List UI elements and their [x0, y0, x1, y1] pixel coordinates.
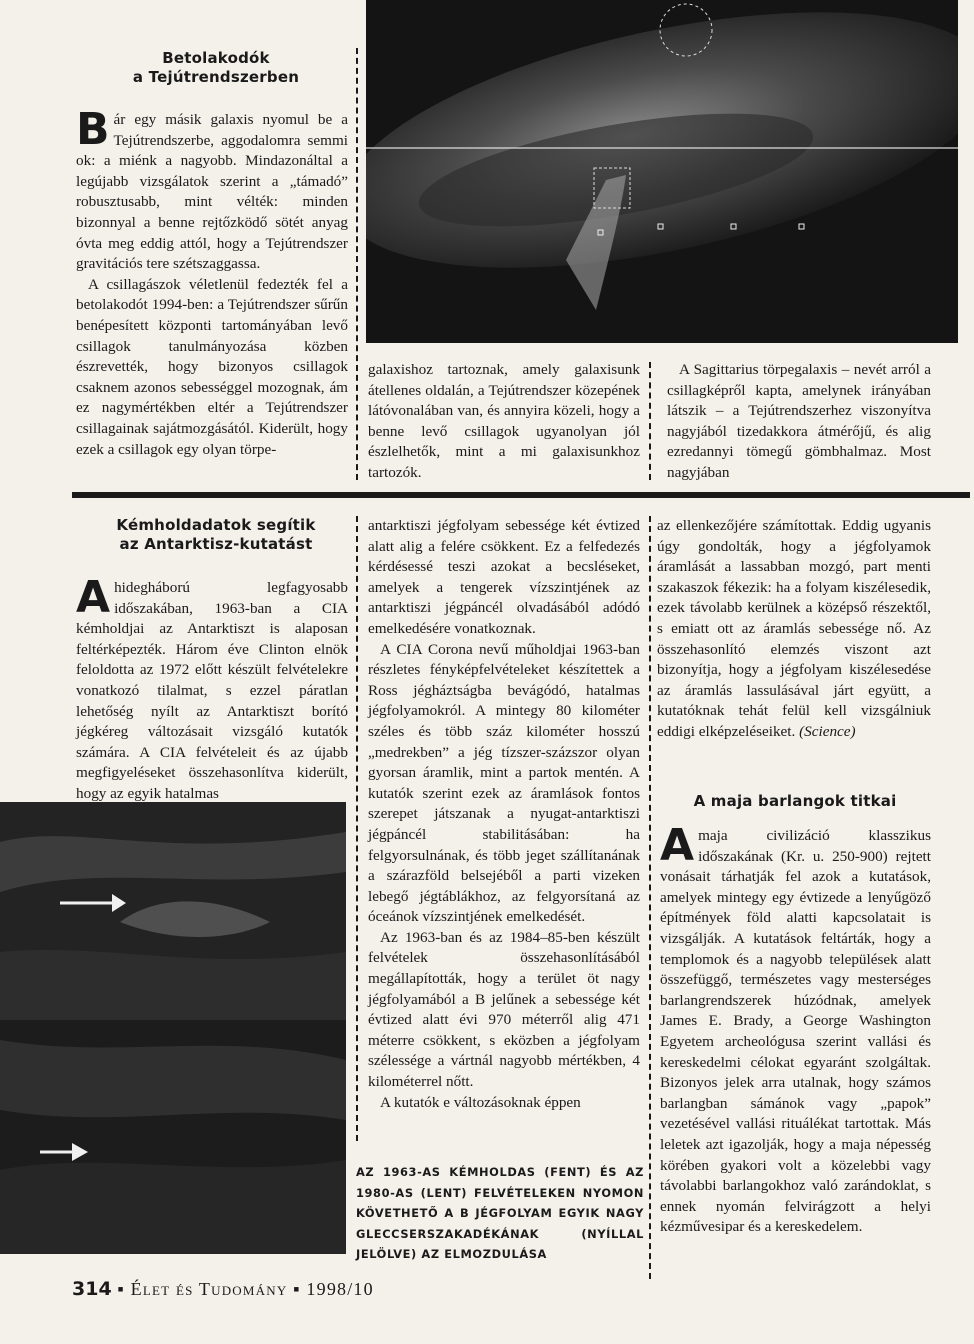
page-number: 314: [72, 1278, 112, 1300]
galaxy-photo-graphic: [366, 0, 958, 343]
article2-column1: [76, 572, 348, 805]
column-divider: [356, 48, 358, 480]
article2-column3: [657, 516, 931, 743]
article2-column2: [368, 516, 640, 1113]
article1-title: Betolakodók a Tejútrendszerben: [132, 49, 300, 86]
section-rule: [72, 492, 970, 498]
article2-paragraph: Az 1963-ban és az 1984–85-ben készült felvételek összehasonlításából megállapították, hogy a terület öt nagy jégfolyamából a B jelűnek a sebessége két évtized alatt évi 970 méterről alig 471 méterre csökkent, s eközben a jégfolyam szélessége a vártnál nagyobb mértékben, 4 kilométerrel nőtt.: [368, 928, 640, 1091]
article1-column1: [76, 104, 348, 460]
article2-paragraph: A CIA Corona nevű műholdjai 1963-ban részletes fényképfelvételeket készítettek a Ross jégháztságba bevágódó, hatalmas jégfolyamokról. A mintegy 80 kilométer széles és több száz kilométer hosszú „medrekben” a jég tízszer-százszor olyan gyorsan áramlik, mint a partok mentén. A kutatók szerint ezek az áramlások fontos szerepet játszanak a nyugat-antarktiszi jégpáncél stabilitásában: ha felgyorsulnának, és több jeget szállítanának a szárazföld belsejéből a parti vizeken lebegő jégtáblákhoz, az felgyorsítaná az óceánok vízszintjének emelkedését.: [368, 640, 640, 926]
galaxy-photo: [366, 0, 958, 343]
article2-title: Kémholdadatok segítik az Antarktisz-kutatást: [116, 516, 316, 553]
issue-number: 1998/10: [306, 1279, 374, 1299]
article2-paragraph: A kutatók e változásoknak éppen: [380, 1093, 581, 1111]
antarctica-photo-1963-graphic: [0, 802, 346, 1020]
dropcap: A: [660, 820, 695, 871]
antarctica-photo-1980-graphic: [0, 1020, 346, 1254]
footer-bullet: ▪: [117, 1279, 125, 1299]
article3-column: [660, 820, 931, 1238]
article1-paragraph: galaxishoz tartoznak, amely galaxisunk átellenes oldalán, a Tejútrendszer közepének látóvonalában van, és annyira közeli, hogy a benne levő csillagok ugyanolyan jól észlelhetők, mint a mi galaxisunkhoz tartozók.: [368, 361, 640, 481]
source-citation: (Science): [799, 722, 856, 740]
footer-bullet: ▪: [293, 1279, 301, 1299]
article2-paragraph: Ahidegháború legfagyosabb időszakában, 1963-ban a CIA kémholdjai az Antarktiszt is alaposan feltérképezték. Három éve Clinton elnök feloldotta az 1972 előtt készült felvételekre vonatkozó tilalmat, s ezzel páratlan lehetőség nyílt az Antarktiszt borító jégkéreg változásait vizsgáló kutatók számára. A CIA felvételeit és az újabb megfigyeléseket összehasonlítva kiderült, hogy az egyik hatalmas: [76, 572, 348, 802]
article1-paragraph: Bár egy másik galaxis nyomul be a Tejútrendszerbe, aggodalomra semmi ok: a miénk a nagyobb. Mindazonáltal a legújabb vizsgálatok szerint a „támadó” robusztusabb, mint vélték: minden bizonnyal a benne rejtőzködő sötét anyag óvta meg eddig attól, hogy a Tejútrendszer gravitációs tere szétszaggassa.: [76, 104, 348, 273]
dropcap: B: [76, 104, 110, 155]
article1-paragraph: A Sagittarius törpegalaxis – nevét arról a csillagképről kapta, amelynek irányában látszik – a Tejútrendszerhez viszonyítva nagyjából tizedakkora átmérőjű, és alig ezredannyi tömegű gömbhalmaz. Most nagyjában: [667, 361, 931, 481]
antarctica-photo-1963: [0, 802, 346, 1020]
article1-paragraph: A csillagászok véletlenül fedezték fel a betolakodót 1994-ben: a Tejútrendszer sűrűn benépesített központi tartományában levő csillagok tanulmányozása közben észrevették, hogy bizonyos csillagok csaknem azonos sebességgel mozognak, ám ez nagymértékben eltér a Tejútrendszer csillagainak sajátmozgásától. Kiderült, hogy ezek a csillagok egy olyan törpe-: [76, 275, 348, 458]
antarctica-photo-1980: [0, 1020, 346, 1254]
article1-column2: [368, 360, 640, 484]
article2-paragraph: az ellenkezőjére számítottak. Eddig ugyanis úgy gondolták, hogy a jégfolyamok áramlását a lassabban mozgó, part menti szakaszok fékezik: ha a folyam kiszélesedik, ezek távolabb kerülnek a középső részektől, s emiatt ott az áramlás sebessége nő. Az összehasonlító elemzés viszont azt bizonyítja, hogy a jégfolyam kiszélesedése az áramlás lassulásával járt együtt, a kutatóknak tehát felül kell vizsgálniuk eddigi elképzeléseiket. (Science): [657, 517, 931, 740]
article1-column3: [667, 360, 931, 484]
photo-caption: AZ 1963-AS KÉMHOLDAS (FENT) ÉS AZ 1980-AS (LENT) FELVÉTELEKEN NYOMON KÖVETHETŐ A B JÉGFOLYAM EGYIK NAGY GLECCSERSZAKADÉKÁNAK (NYÍLLAL JELÖLVE) AZ ELMOZDULÁSA: [356, 1165, 644, 1261]
column-divider: [649, 362, 651, 480]
column-divider: [356, 516, 358, 1141]
article3-paragraph: Amaja civilizáció klasszikus időszakának (Kr. u. 250-900) rejtett vonásait tárhatják fel azok a kutatások, amelyek mintegy egy évtizede a lenyűgöző építmények föld alatti kapcsolatait is vizsgálják. A kutatások feltárták, hogy a templomok és a nagyobb települések alatt összefüggő, természetes vagy mesterséges barlangrendszerek húzódnak, amelyek James E. Brady, a George Washington Egyetem archeológusa szerint vallási és kereskedelmi célokat egyaránt szolgáltak. Bizonyos jelek arra utalnak, hogy számos barlangban sámánok vagy „papok” vezetésével vallási rituálékat tartottak. Más leletek azt igazolják, hogy a maja népesség körében gyakori volt a közelebbi vagy távolabbi barlangokhoz való zarándoklat, s ennek nyomán felvirágzott a helyi kézművesipar és a kereskedelem.: [660, 820, 931, 1236]
page-footer: [72, 1278, 374, 1300]
column-divider: [649, 516, 651, 1279]
dropcap: A: [76, 572, 111, 623]
journal-name: Élet és Tudomány: [130, 1279, 288, 1299]
article3-title: A maja barlangok titkai: [693, 792, 897, 810]
article2-paragraph: antarktiszi jégfolyam sebessége két évtized alatt alig a felére csökkent. Ez a felfedezés kérdésessé teszi azokat a becsléseket, amelyek a tengerek vízszintjének az antarktiszi jégpáncél olvadásából adódó emelkedésére vonatkoznak.: [368, 517, 640, 637]
